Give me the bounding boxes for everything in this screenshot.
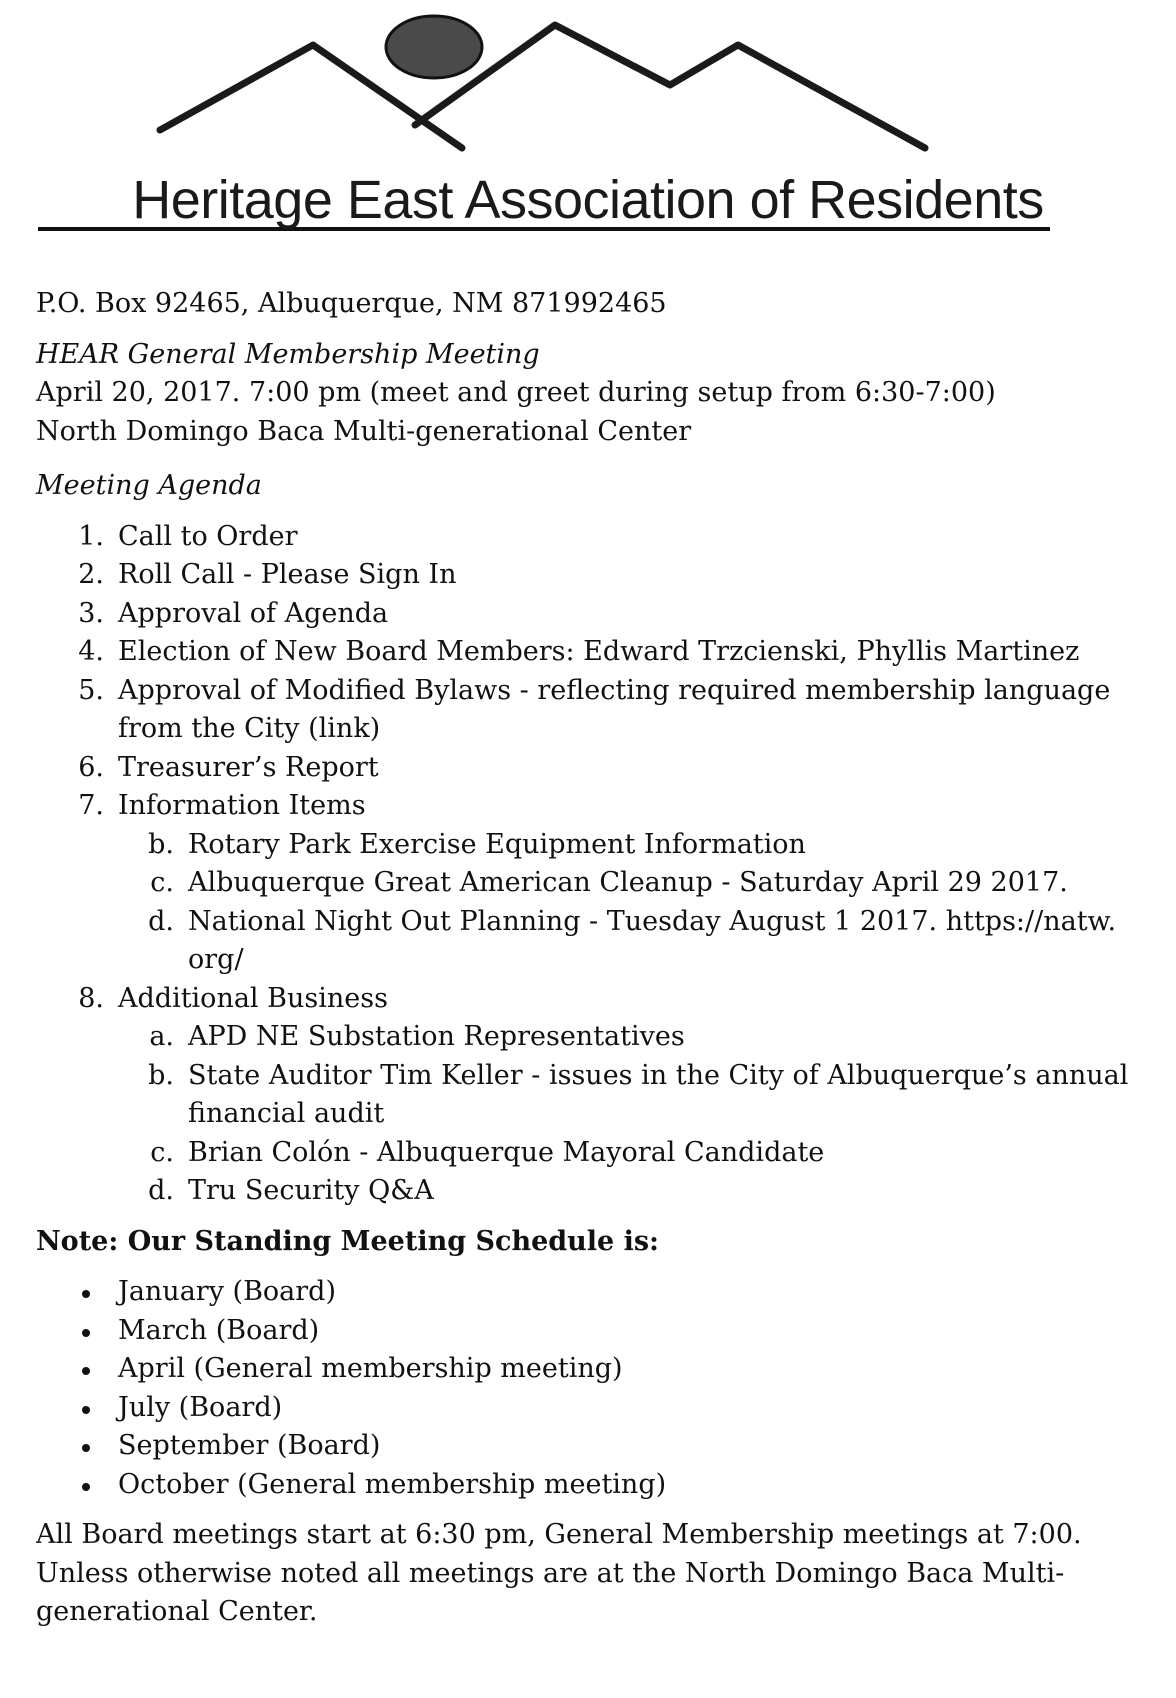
bullet-icon — [82, 1329, 90, 1337]
agenda-item: 2. Roll Call - Please Sign In — [78, 559, 457, 590]
schedule-item: April (General membership meeting) — [36, 1350, 1156, 1389]
footer-line: generational Center. — [36, 1596, 318, 1627]
agenda-item: 7. Information Items — [78, 790, 366, 821]
bullet-icon — [82, 1483, 90, 1491]
footer-line: All Board meetings start at 6:30 pm, General Membership meetings at 7:00. — [36, 1519, 1082, 1550]
footer-text — [36, 1516, 1156, 1632]
document-body — [36, 285, 1156, 1632]
agenda-heading: Meeting Agenda — [36, 470, 262, 501]
agenda-subitem: a. APD NE Substation Representatives — [149, 1021, 685, 1052]
agenda-subitem: c. Albuquerque Great American Cleanup - Saturday April 29 2017. — [150, 867, 1068, 898]
schedule-item: March (Board) — [36, 1312, 1156, 1351]
address: P.O. Box 92465, Albuquerque, NM 871992465 — [36, 288, 667, 319]
footer-line: Unless otherwise noted all meetings are at the North Domingo Baca Multi- — [36, 1557, 1065, 1589]
schedule-note: Note: Our Standing Meeting Schedule is: — [36, 1225, 660, 1257]
meeting-title: HEAR General Membership Meeting — [36, 338, 540, 370]
agenda-item: 8. Additional Business — [78, 982, 388, 1014]
agenda-item: 5. Approval of Modified Bylaws - reflecting required membership language from the City (link) — [78, 674, 1111, 744]
schedule-item: January (Board) — [36, 1273, 1156, 1312]
agenda-item: 1. Call to Order — [78, 520, 298, 552]
meeting-datetime: April 20, 2017. 7:00 pm (meet and greet during setup from 6:30-7:00) — [36, 377, 996, 408]
agenda-item: 3. Approval of Agenda — [78, 597, 389, 629]
agenda-subitem: d. National Night Out Planning - Tuesday August 1 2017. https://natw. org/ — [148, 905, 1117, 975]
schedule-item: September (Board) — [36, 1427, 1156, 1466]
agenda-subitem: b. Rotary Park Exercise Equipment Information — [148, 828, 806, 860]
bullet-icon — [82, 1290, 90, 1298]
schedule-item: October (General membership meeting) — [36, 1466, 1156, 1505]
agenda-subitem: c. Brian Colón - Albuquerque Mayoral Candidate — [150, 1136, 825, 1168]
org-name: Heritage East Association of Residents — [132, 170, 1044, 230]
agenda-item: 4. Election of New Board Members: Edward Trzcienski, Phyllis Martinez — [78, 636, 1080, 667]
bullet-icon — [82, 1367, 90, 1375]
bullet-icon — [82, 1406, 90, 1414]
meeting-location: North Domingo Baca Multi-generational Center — [36, 415, 692, 447]
agenda-subitem: b. State Auditor Tim Keller - issues in the City of Albuquerque’s annual financial audit — [148, 1059, 1129, 1129]
schedule-list — [36, 1273, 1156, 1504]
schedule-item: July (Board) — [36, 1389, 1156, 1428]
agenda-subitem: d. Tru Security Q&A — [148, 1175, 434, 1206]
agenda-item: 6. Treasurer’s Report — [78, 751, 379, 783]
agenda-list — [36, 518, 1156, 1211]
bullet-icon — [82, 1444, 90, 1452]
